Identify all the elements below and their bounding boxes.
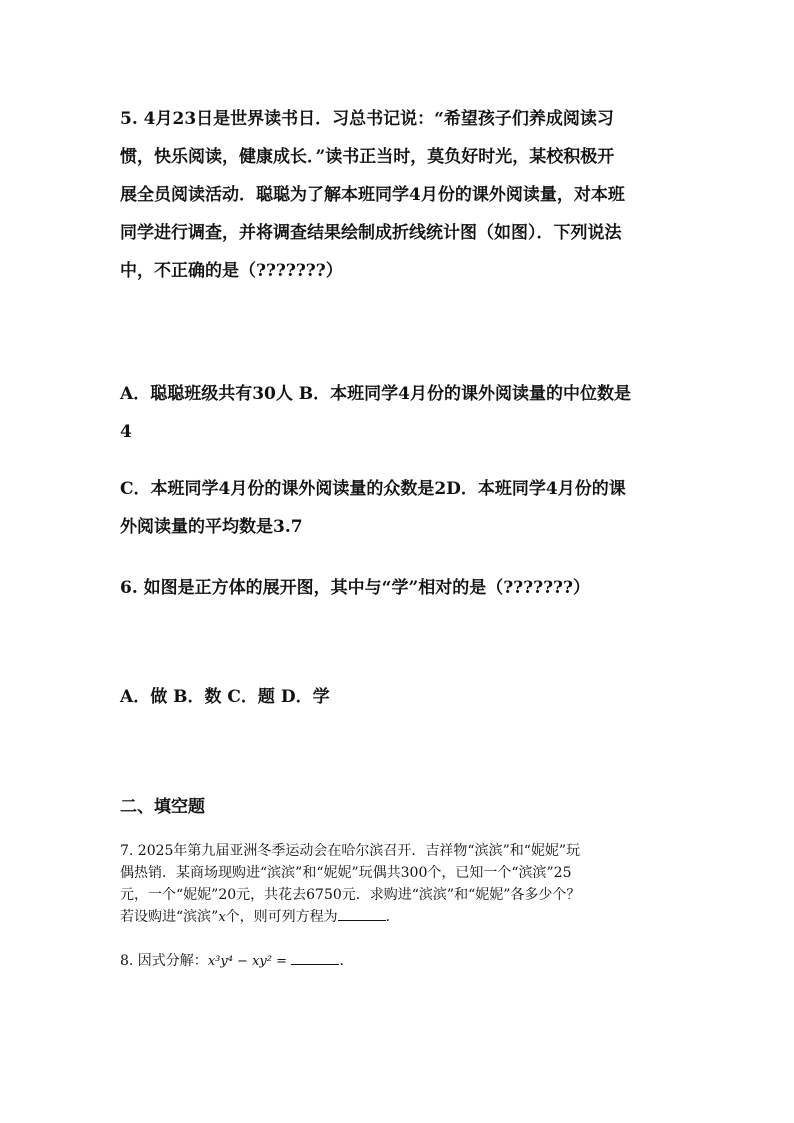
- question-7-line-1: 7. 2025年第九届亚洲冬季运动会在哈尔滨召开．吉祥物“滨滨”和“妮妮”玩: [120, 843, 581, 859]
- question-7-variable: x: [218, 910, 226, 925]
- question-5-option-cd-line-1: C．本班同学4月份的课外阅读量的众数是2D．本班同学4月份的课: [120, 479, 626, 499]
- question-5-options-ab: [120, 375, 680, 451]
- question-5-line-2: 惯，快乐阅读，健康成长．”读书正当时，莫负好时光，某校积极开: [120, 147, 615, 167]
- question-8-prefix: 8. 因式分解：: [120, 953, 208, 969]
- question-5-line-3: 展全员阅读活动．聪聪为了解本班同学4月份的课外阅读量，对本班: [120, 185, 625, 205]
- question-5: [120, 100, 680, 290]
- question-5-options-cd: [120, 470, 680, 546]
- question-7-line-2: 偶热销．某商场现购进“滨滨”和“妮妮”玩偶共300个，已知一个“滨滨”25: [120, 865, 572, 881]
- question-8: [120, 950, 680, 973]
- question-8-end: ．: [339, 953, 354, 969]
- question-6-options: [120, 678, 680, 716]
- question-5-option-cd-line-2: 外阅读量的平均数是3.7: [120, 517, 303, 537]
- question-5-option-ab-line-2: 4: [120, 422, 132, 442]
- question-7-line-4-post: 个，则可列方程为: [225, 909, 338, 925]
- question-7-line-4: [120, 906, 680, 929]
- question-7-line-3: 元，一个“妮妮”20元，共花去6750元．求购进“滨滨”和“妮妮”各多少个？: [120, 887, 581, 903]
- question-5-line-4: 同学进行调查，并将调查结果绘制成折线统计图（如图）．下列说法: [120, 223, 622, 243]
- question-6-text: 6. 如图是正方体的展开图，其中与“学”相对的是（???????）: [120, 578, 590, 598]
- question-8-line: [120, 950, 680, 973]
- question-6: [120, 569, 680, 607]
- question-8-expression: x³y⁴ − xy² =: [207, 954, 287, 969]
- section-title-fill-in: 二、填空题: [120, 797, 205, 817]
- question-7: [120, 840, 680, 929]
- question-5-line-1: 5. 4月23日是世界读书日．习总书记说：“希望孩子们养成阅读习: [120, 109, 614, 129]
- question-8-answer-blank[interactable]: [291, 950, 339, 965]
- question-7-answer-blank[interactable]: [338, 906, 386, 921]
- question-6-options-text: A．做 B．数 C．题 D．学: [120, 687, 330, 707]
- question-5-option-ab-line-1: A．聪聪班级共有30人 B．本班同学4月份的课外阅读量的中位数是: [120, 384, 631, 404]
- question-5-line-5: 中，不正确的是（???????）: [120, 261, 343, 281]
- question-7-line-4-end: ．: [385, 909, 400, 925]
- question-7-line-4-pre: 若设购进“滨滨”: [120, 909, 219, 925]
